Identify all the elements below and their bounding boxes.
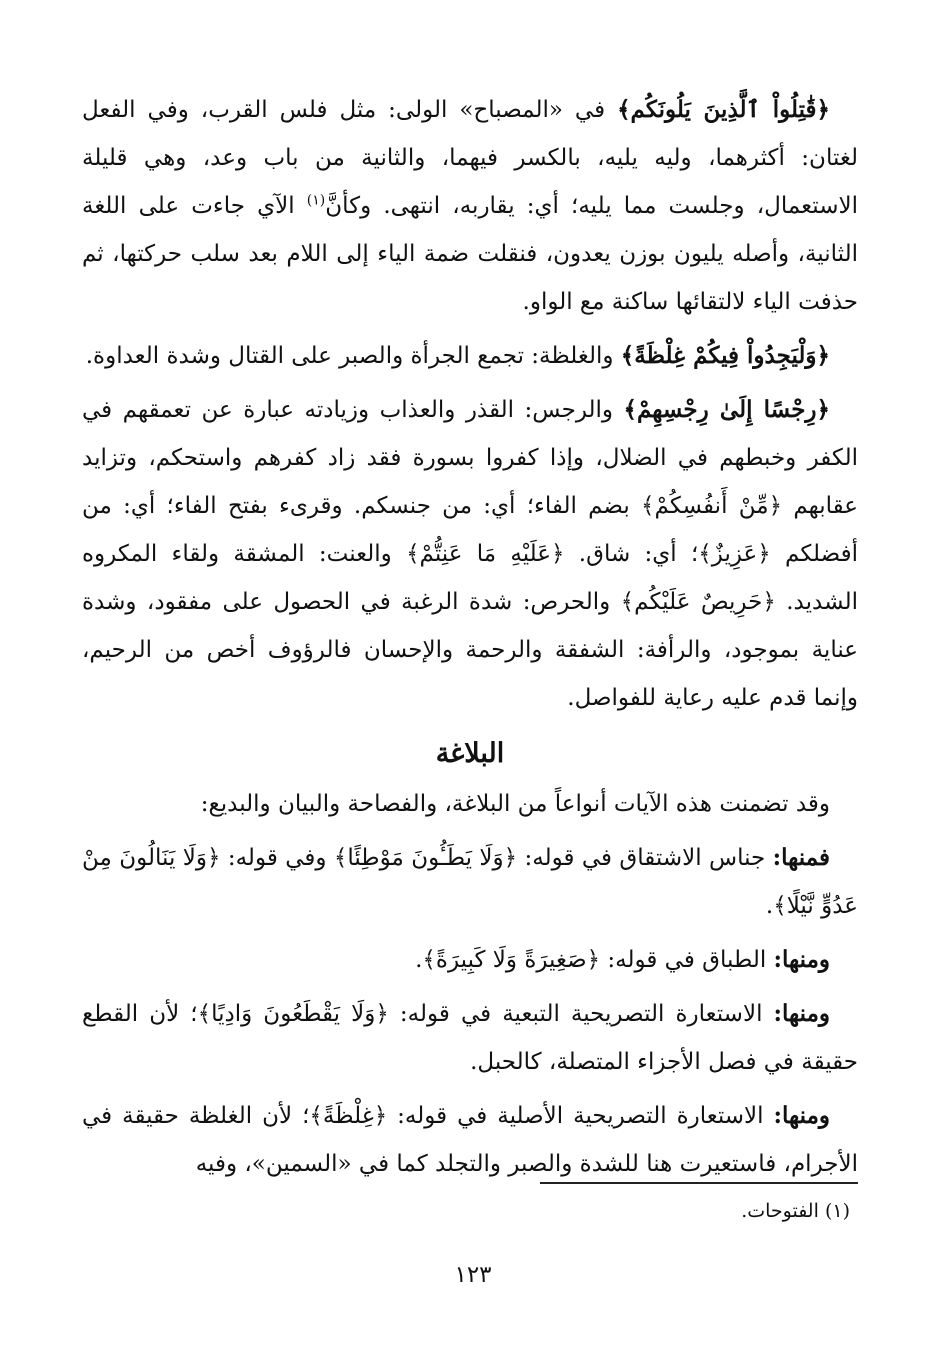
balagha-item-istiara-asliya (82, 1092, 858, 1188)
footnote-text: الفتوحات. (741, 1200, 819, 1222)
item-lead: ومنها: (773, 1000, 830, 1027)
item-text: الطباق في قوله: ﴿صَغِيرَةً وَلَا كَبِيرَةً﴾. (415, 947, 774, 973)
balagha-item-tibaq (82, 936, 858, 984)
section-heading: البلاغة (435, 738, 505, 769)
paragraph-text: في «المصباح» الولى: مثل فلس القرب، وفي الفعل لغتان: أكثرهما، وليه يليه، بالكسر فيهما، والثانية من باب وعد، وهي قليلة الاستعمال، وجلست مما يليه؛ أي: يقاربه، انتهى. وكأنَّ (82, 97, 858, 219)
page-number: ١٢٣ (454, 1262, 492, 1288)
footnote (741, 1196, 850, 1226)
paragraph-yalunakum (82, 86, 858, 326)
paragraph-rijs (82, 386, 858, 722)
item-lead: ومنها: (773, 946, 830, 973)
balagha-item-istiara-tabaiya (82, 990, 858, 1086)
item-lead: ومنها: (773, 1102, 830, 1129)
item-text: الاستعارة التصريحية الأصلية في قوله: ﴿غِلْظَةً﴾؛ لأن الغلظة حقيقة في الأجرام، فاستعيرت هنا للشدة والصبر والتجلد كما في «السمين»، وفيه (82, 1103, 858, 1177)
quran-quote: ﴿قَٰتِلُواْ ٱلَّذِينَ يَلُونَكُم﴾ (617, 96, 830, 123)
paragraph-text: وقد تضمنت هذه الآيات أنواعاً من البلاغة، والفصاحة والبيان والبديع: (200, 791, 830, 817)
paragraph-text-continued: الآي جاءت على اللغة الثانية، وأصله يليون بوزن يعدون، فنقلت ضمة الياء إلى اللام بعد سلب حركتها، ثم حذفت الياء لالتقائها ساكنة مع الواو. (82, 193, 858, 315)
paragraph-ghilza (82, 332, 858, 380)
footnote-reference[interactable]: (١) (306, 192, 326, 209)
quran-quote: ﴿وَلْيَجِدُواْ فِيكُمْ غِلْظَةً﴾ (620, 342, 830, 369)
paragraph-text: والغلظة: تجمع الجرأة والصبر على القتال وشدة العداوة. (85, 343, 621, 369)
footnote-divider (540, 1182, 858, 1184)
quran-quote: ﴿رِجْسًا إِلَىٰ رِجْسِهِمْ﴾ (623, 396, 830, 423)
item-text: جناس الاشتقاق في قوله: ﴿وَلَا يَطَـُٔونَ مَوْطِئًا﴾ وفي قوله: ﴿وَلَا يَنَالُونَ مِنْ عَدُوٍّ نَّيْلًا﴾. (82, 845, 858, 919)
paragraph-text: والرجس: القذر والعذاب وزيادته عبارة عن تعمقهم في الكفر وخبطهم في الضلال، وإذا كفروا بسورة فقد زاد كفرهم واستحكم، وتزايد عقابهم ﴿مِّنْ أَنفُسِكُمْ﴾ بضم الفاء؛ أي: من جنسكم. وقرىء بفتح الفاء؛ أي: من أفضلكم ﴿عَزِيزٌ﴾؛ أي: شاق. ﴿عَلَيْهِ مَا عَنِتُّمْ﴾ والعنت: المشقة ولقاء المكروه الشديد. ﴿حَرِيصٌ عَلَيْكُم﴾ والحرص: شدة الرغبة في الحصول على مفقود، وشدة عناية بموجود، والرأفة: الشفقة والرحمة والإحسان فالرؤوف أخص من الرحيم، وإنما قدم عليه رعاية للفواصل. (82, 397, 858, 711)
item-text: الاستعارة التصريحية التبعية في قوله: ﴿وَلَا يَقْطَعُونَ وَادِيًا﴾؛ لأن القطع حقيقة في فصل الأجزاء المتصلة، كالحبل. (82, 1001, 858, 1075)
item-lead: فمنها: (772, 844, 830, 871)
footnote-number: (١) (824, 1200, 850, 1222)
balagha-item-jinas (82, 834, 858, 930)
balagha-intro (82, 780, 858, 828)
